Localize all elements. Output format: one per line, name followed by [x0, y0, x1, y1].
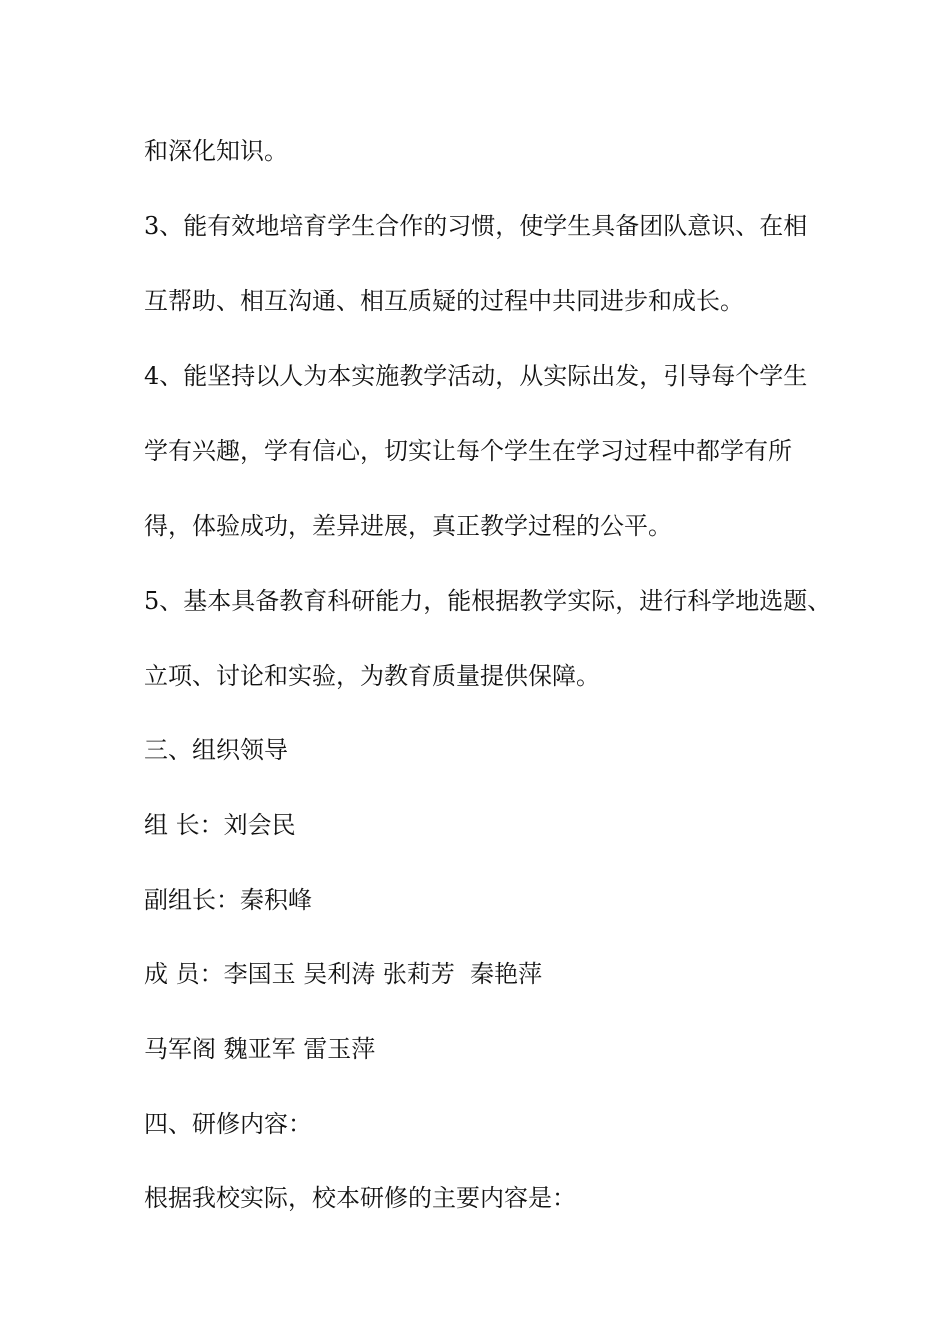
- item-4-line-3: 得，体验成功，差异进展，真正教学过程的公平。: [144, 512, 672, 540]
- item-3-line-2: 互帮助、相互沟通、相互质疑的过程中共同进步和成长。: [144, 287, 744, 315]
- item-5-line-2: 立项、讨论和实验，为教育质量提供保障。: [144, 662, 600, 690]
- item-5-line-1: 5、基本具备教育科研能力，能根据教学实际，进行科学地选题、: [144, 587, 832, 615]
- deputy-leader-line: 副组长：秦积峰: [144, 886, 312, 914]
- section-heading-content: 四、研修内容：: [144, 1110, 312, 1138]
- item-4-line-1: 4、能坚持以人为本实施教学活动，从实际出发，引导每个学生: [144, 362, 808, 390]
- members-line-1: 成 员：李国玉 吴利涛 张莉芳 秦艳萍: [144, 960, 543, 988]
- item-3-line-1: 3、能有效地培育学生合作的习惯，使学生具备团队意识、在相: [144, 212, 808, 240]
- text-line-continuation: 和深化知识。: [144, 137, 288, 165]
- members-line-2: 马军阁 魏亚军 雷玉萍: [144, 1035, 376, 1063]
- group-leader-line: 组 长：刘会民: [144, 811, 296, 839]
- content-intro-line: 根据我校实际，校本研修的主要内容是：: [144, 1184, 576, 1212]
- item-4-line-2: 学有兴趣，学有信心，切实让每个学生在学习过程中都学有所: [144, 437, 792, 465]
- section-heading-organization: 三、组织领导: [144, 736, 288, 764]
